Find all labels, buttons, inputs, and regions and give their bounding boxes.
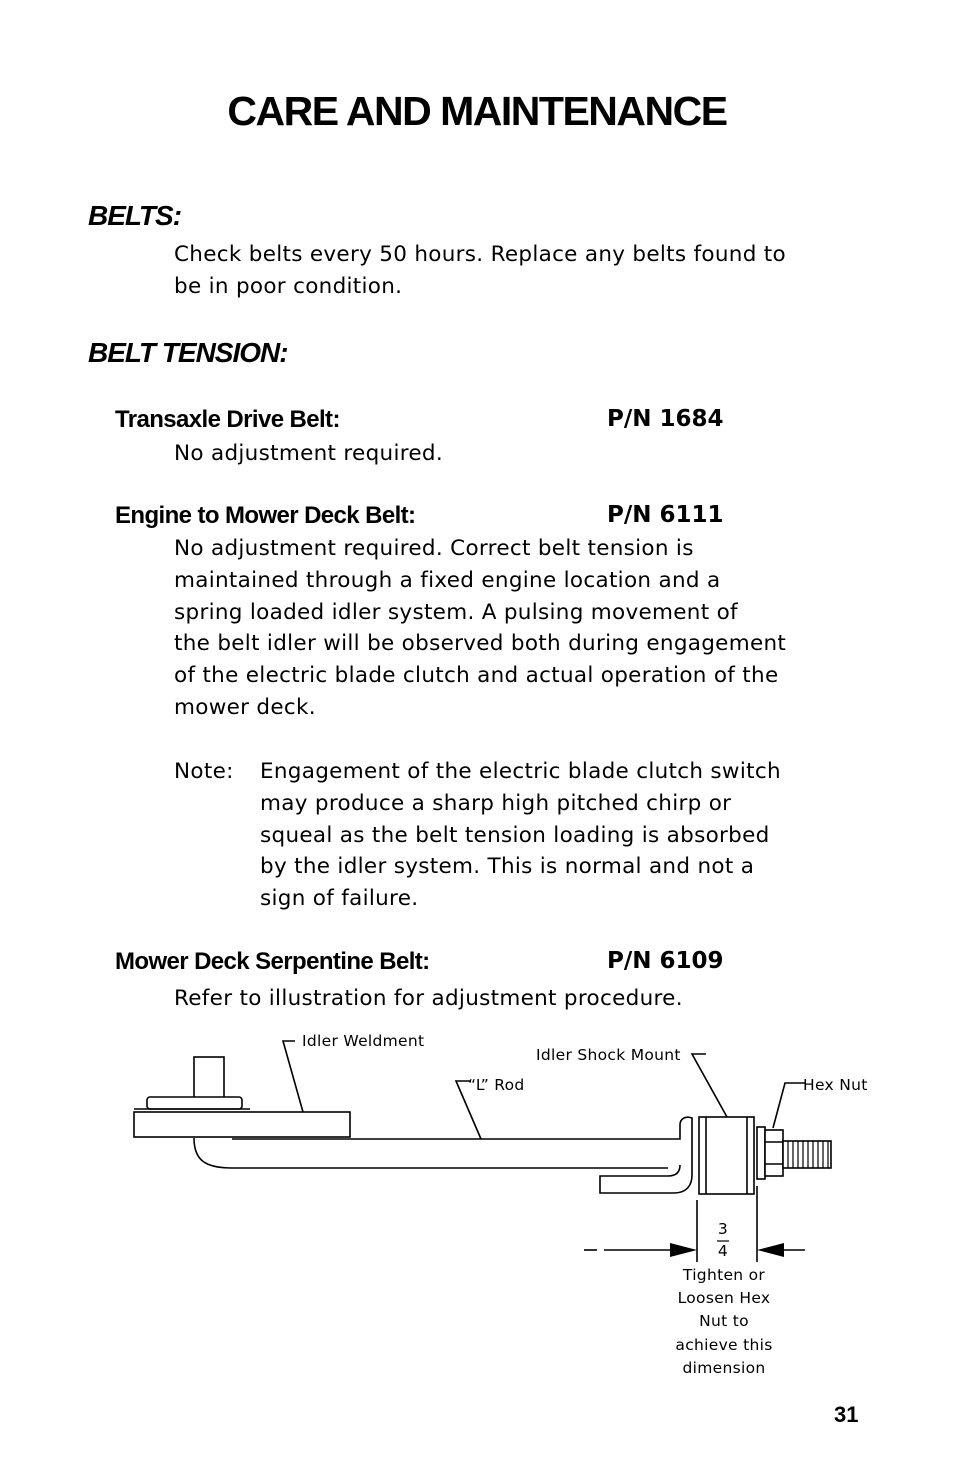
idler-shock-mount-block xyxy=(699,1117,754,1194)
leader-idler-weldment xyxy=(283,1041,303,1112)
note-line: by the idler system. This is normal and not a xyxy=(260,854,755,880)
paragraph-line: No adjustment required. Correct belt tension is xyxy=(174,536,694,561)
dimension-arrowhead-left xyxy=(670,1243,697,1257)
caption-line: achieve this xyxy=(675,1335,773,1354)
idler-weldment-plate xyxy=(134,1112,350,1137)
dimension-numerator: 3 xyxy=(717,1220,729,1238)
paragraph-line: Check belts every 50 hours. Replace any belts found to xyxy=(174,242,786,267)
serpentine-text: Refer to illustration for adjustment procedure. xyxy=(174,986,683,1011)
note-label: Note: xyxy=(174,759,234,784)
dimension-caption xyxy=(654,1264,794,1380)
page-number: 31 xyxy=(834,1402,859,1427)
dimension-denominator: 4 xyxy=(717,1242,729,1260)
note-line: sign of failure. xyxy=(260,886,419,912)
caption-line: Loosen Hex xyxy=(677,1289,771,1308)
label-idler-shock-mount: Idler Shock Mount xyxy=(536,1046,681,1064)
label-idler-weldment: Idler Weldment xyxy=(302,1032,425,1050)
l-rod-lower xyxy=(194,1138,668,1168)
leader-idler-shock-mount xyxy=(692,1054,727,1117)
engine-deck-part-number: P/N 6111 xyxy=(607,502,724,528)
paragraph-line: mower deck. xyxy=(174,694,316,720)
serpentine-part-number: P/N 6109 xyxy=(607,948,724,974)
transaxle-text: No adjustment required. xyxy=(174,441,444,466)
note-line: squeal as the belt tension loading is absorbed xyxy=(260,822,770,848)
transaxle-part-number: P/N 1684 xyxy=(607,406,724,432)
section-heading-belts: BELTS: xyxy=(88,200,182,231)
caption-line: Tighten or xyxy=(682,1266,766,1284)
idler-washer xyxy=(147,1097,242,1109)
serpentine-belt-label: Mower Deck Serpentine Belt: xyxy=(115,948,430,975)
hex-nut xyxy=(765,1130,783,1176)
note-line: may produce a sharp high pitched chirp or xyxy=(260,790,732,816)
caption-line: dimension xyxy=(682,1358,766,1377)
dimension-arrowhead-right xyxy=(757,1243,784,1257)
threaded-rod xyxy=(783,1141,831,1168)
l-rod-hook xyxy=(600,1117,692,1193)
caption-line: Nut to xyxy=(699,1312,749,1331)
page-title: CARE AND MAINTENANCE xyxy=(227,88,727,134)
paragraph-line: be in poor condition. xyxy=(174,273,403,299)
transaxle-belt-label: Transaxle Drive Belt: xyxy=(115,406,340,433)
paragraph-line: of the electric blade clutch and actual operation of the xyxy=(174,663,779,689)
label-hex-nut: Hex Nut xyxy=(803,1076,868,1094)
paragraph-line: maintained through a fixed engine location and a xyxy=(174,567,721,593)
washer xyxy=(757,1127,765,1179)
note-line: Engagement of the electric blade clutch switch xyxy=(260,759,781,784)
paragraph-line: the belt idler will be observed both during engagement xyxy=(174,631,787,657)
section-heading-belt-tension: BELT TENSION: xyxy=(88,337,288,368)
engine-deck-belt-label: Engine to Mower Deck Belt: xyxy=(115,502,416,529)
paragraph-line: spring loaded idler system. A pulsing movement of xyxy=(174,599,738,625)
label-l-rod: “L” Rod xyxy=(468,1076,525,1094)
leader-hex-nut xyxy=(773,1083,805,1128)
